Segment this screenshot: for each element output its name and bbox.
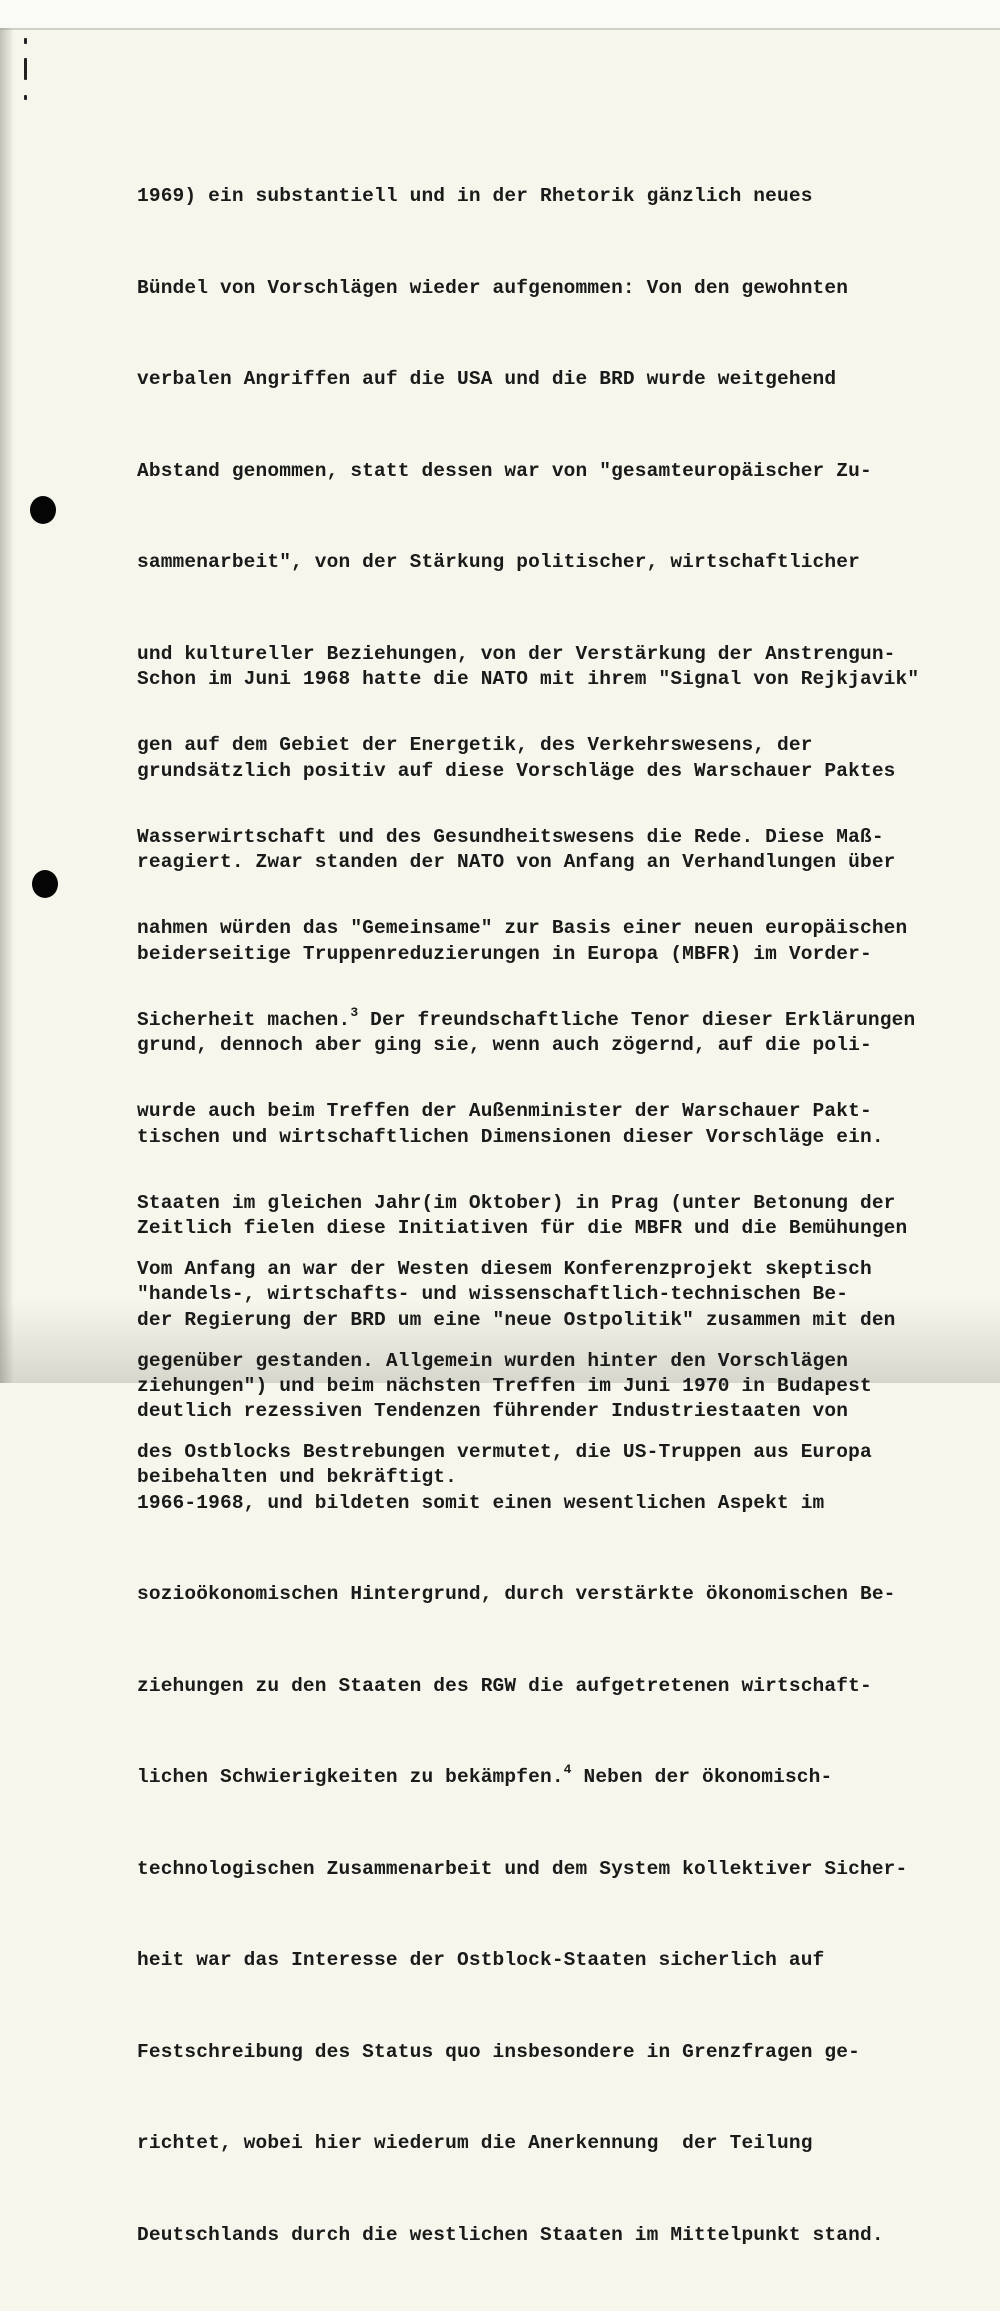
text-line: verbalen Angriffen auf die USA und die BRD wurde weitgehend [137, 368, 837, 390]
scan-top-margin [0, 0, 1000, 28]
text-line: beiderseitige Truppenreduzierungen in Europa (MBFR) im Vorder- [137, 942, 872, 965]
text-segment: lichen Schwierigkeiten zu bekämpfen. [137, 1766, 564, 1788]
text-line: 1966-1968, und bildeten somit einen wesentlichen Aspekt im [137, 1491, 825, 1514]
text-line: der Regierung der BRD um eine "neue Ostpolitik" zusammen mit den [137, 1308, 896, 1331]
text-line: Staaten im gleichen Jahr(im Oktober) in Prag (unter Betonung der [137, 1191, 896, 1214]
text-line: richtet, wobei hier wiederum die Anerkennung der Teilung [137, 2132, 813, 2154]
text-line: tischen und wirtschaftlichen Dimensionen dieser Vorschläge ein. [137, 1125, 884, 1148]
text-line: grund, dennoch aber ging sie, wenn auch zögernd, auf die poli- [137, 1034, 872, 1056]
text-line: ziehungen") und beim nächsten Treffen im Juni 1970 in Budapest [137, 1374, 872, 1397]
text-line: 1969) ein substantiell und in der Rhetorik gänzlich neues [137, 185, 813, 207]
text-line: Schon im Juni 1968 hatte die NATO mit ihrem "Signal von Rejkjavik" [137, 668, 920, 690]
paragraph-3 [137, 1193, 967, 1529]
text-line: Bündel von Vorschlägen wieder aufgenommen: Von den gewohnten [137, 276, 849, 299]
text-line: deutlich rezessiven Tendenzen führender Industriestaaten von [137, 1400, 849, 1422]
text-line: des Ostblocks Bestrebungen vermutet, die US-Truppen aus Europa [137, 1441, 872, 1463]
footnote-marker: 3 [350, 1004, 359, 1020]
text-line: gegenüber gestanden. Allgemein wurden hinter den Vorschlägen [137, 1349, 849, 1372]
staple-mark [24, 58, 27, 80]
text-line: Vom Anfang an war der Westen diesem Konferenzprojekt skeptisch [137, 1258, 872, 1280]
text-line: Deutschlands durch die westlichen Staaten im Mittelpunkt stand. [137, 2223, 884, 2246]
punch-hole [32, 870, 58, 898]
text-line: und kultureller Beziehungen, von der Verstärkung der Anstrengun- [137, 642, 896, 665]
footnote-marker: 4 [563, 1762, 572, 1777]
text-line: sammenarbeit", von der Stärkung politischer, wirtschaftlicher [137, 551, 860, 573]
staple-mark [24, 38, 27, 44]
text-line: nahmen würden das "Gemeinsame" zur Basis einer neuen europäischen [137, 917, 908, 939]
text-line: Zeitlich fielen diese Initiativen für die MBFR und die Bemühungen [137, 1217, 908, 1239]
text-line: sozioökonomischen Hintergrund, durch verstärkte ökonomischen Be- [137, 1583, 896, 1605]
text-line: "handels-, wirtschafts- und wissenschaftlich-technischen Be- [137, 1283, 849, 1305]
text-line: reagiert. Zwar standen der NATO von Anfang an Verhandlungen über [137, 851, 896, 873]
text-line-with-footnote [137, 1762, 967, 1793]
text-line: heit war das Interesse der Ostblock-Staaten sicherlich auf [137, 1949, 825, 1971]
text-line: beibehalten und bekräftigt. [137, 1466, 458, 1488]
text-line: gen auf dem Gebiet der Energetik, des Verkehrswesens, der [137, 734, 813, 756]
text-segment: Der freundschaftliche Tenor dieser Erklärungen [358, 1008, 916, 1031]
text-line: Festschreibung des Status quo insbesondere in Grenzfragen ge- [137, 2040, 860, 2063]
text-segment: Sicherheit machen. [137, 1008, 351, 1031]
scan-edge-line [0, 28, 1000, 30]
staple-mark [24, 95, 27, 100]
text-segment: Neben der ökonomisch- [571, 1766, 833, 1788]
text-line: Abstand genommen, statt dessen war von "gesamteuropäischer Zu- [137, 459, 872, 482]
text-line: technologischen Zusammenarbeit und dem System kollektiver Sicher- [137, 1857, 908, 1880]
text-line: Wasserwirtschaft und des Gesundheitswesens die Rede. Diese Maß- [137, 825, 884, 848]
text-line: ziehungen zu den Staaten des RGW die aufgetretenen wirtschaft- [137, 1674, 872, 1697]
text-line: grundsätzlich positiv auf diese Vorschläge des Warschauer Paktes [137, 759, 896, 782]
punch-hole [30, 496, 56, 524]
text-line: wurde auch beim Treffen der Außenminister der Warschauer Pakt- [137, 1100, 872, 1122]
